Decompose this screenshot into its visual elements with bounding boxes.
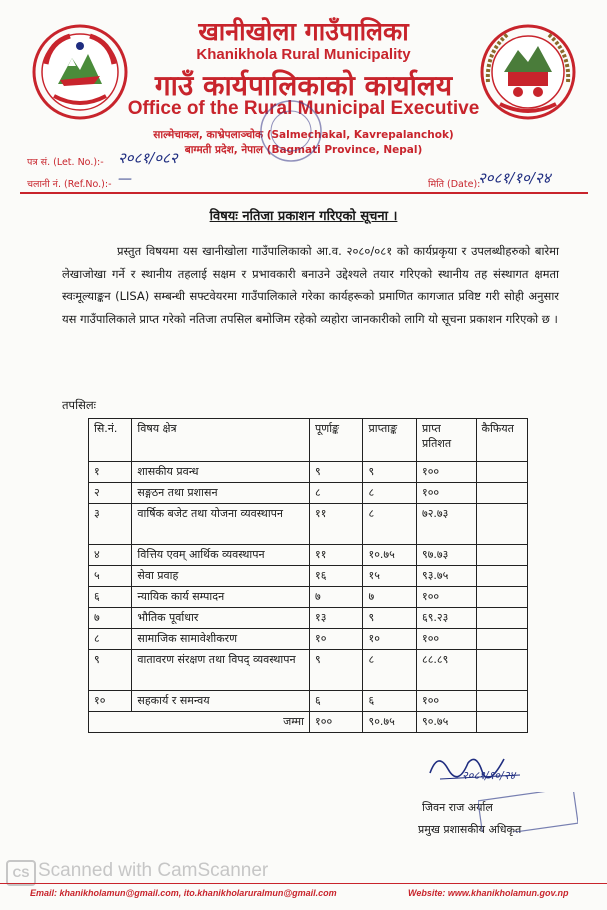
office-stamp xyxy=(258,98,324,164)
table-row: ९ वातावरण संरक्षण तथा विपद् व्यवस्थापन ९ ८ ८८.८९ xyxy=(89,650,528,691)
address-line-1: साल्मेचाकल, काभ्रेपलाञ्चोक (Salmechakal, Kavrepalanchok) xyxy=(153,129,454,141)
col-header-remarks: कैफियत xyxy=(476,419,528,462)
footer-website: Website: www.khanikholamun.gov.np xyxy=(408,888,569,898)
table-row: १ शासकीय प्रवन्ध ९ ९ १०० xyxy=(89,462,528,483)
notice-body: प्रस्तुत विषयमा यस खानीखोला गाउँपालिकाको आ.व. २०८०/०८१ को कार्यप्रकृया र उपलब्धीहरुको बारेमा लेखाजोखा गर्ने र स्थानीय तहलाई सक्षम र प्रभावकारी बनाउने उद्देश्यले तयार गरिएको स्थानीय तह संस्थागत क्षमता स्वःमूल्याङ्कन (LISA) सम्बन्धी सफ्टवेयरमा गाउँपालिकाले गरेका कार्यहरूको प्रमाणित कागजात प्रविष्ट गरी सोही अनुसार यस गाउँपालिकाले प्राप्त गरेको नतिजा तपसिल बमोजिम रहेको व्यहोरा जानकारीको लागि यो सूचना प्रकाशन गरिएको छ । xyxy=(62,244,559,326)
camscanner-logo: CS xyxy=(6,860,36,886)
col-header-subject: विषय क्षेत्र xyxy=(132,419,310,462)
col-header-obtained: प्राप्ताङ्क xyxy=(363,419,416,462)
footer-email: Email: khanikholamun@gmail.com, ito.khanikholaruralmun@gmail.com xyxy=(30,888,337,898)
table-row: ८ सामाजिक सामावेशीकरण १० १० १०० xyxy=(89,629,528,650)
col-header-sn: सि.नं. xyxy=(89,419,132,462)
table-row: ६ न्यायिक कार्य सम्पादन ७ ७ १०० xyxy=(89,587,528,608)
table-row: ५ सेवा प्रवाह १६ १५ ९३.७५ xyxy=(89,566,528,587)
ref-no-value: — xyxy=(118,171,132,187)
letter-no-label: पत्र सं. (Let. No.):- xyxy=(27,157,104,168)
date-label: मिति (Date): xyxy=(428,179,481,190)
signatory-role: प्रमुख प्रशासकीय अधिकृत xyxy=(418,823,522,836)
total-obtained: ९०.७५ xyxy=(363,712,416,733)
table-total-row xyxy=(89,712,528,733)
total-full-marks: १०० xyxy=(310,712,363,733)
municipality-name-np: खानीखोला गाउँपालिका xyxy=(198,17,409,46)
table-header-row xyxy=(89,419,528,462)
total-label: जम्मा xyxy=(89,712,310,733)
signature-stamp xyxy=(478,792,578,832)
col-header-percent: प्राप्त प्रतिशत xyxy=(416,419,476,462)
table-row: २ सङ्गठन तथा प्रशासन ८ ८ १०० xyxy=(89,483,528,504)
signature-date: २०८१/१०/२४ xyxy=(462,769,516,782)
footer-divider xyxy=(0,883,607,884)
office-name-np: गाउँ कार्यपालिकाको कार्यालय xyxy=(154,69,453,102)
letter-no-value: २०८१/०८२ xyxy=(118,149,178,167)
col-header-full-marks: पूर्णाङ्क xyxy=(310,419,363,462)
header-divider xyxy=(20,192,588,194)
table-row: ४ वित्तिय एवम् आर्थिक व्यवस्थापन ११ १०.७५ ९७.७३ xyxy=(89,545,528,566)
table-row: ७ भौतिक पूर्वाधार १३ ९ ६९.२३ xyxy=(89,608,528,629)
address-line-2: बाग्मती प्रदेश, नेपाल (Bagmati Province, Nepal) xyxy=(184,144,423,156)
notice-subject: विषयः नतिजा प्रकाशन गरिएको सूचना । xyxy=(209,209,398,224)
table-row: ३ वार्षिक बजेट तथा योजना व्यवस्थापन ११ ८ ७२.७३ xyxy=(89,504,528,545)
total-percent: ९०.७५ xyxy=(416,712,476,733)
table-row: १० सहकार्य र समन्वय ६ ६ १०० xyxy=(89,691,528,712)
municipality-name-en: Khanikhola Rural Municipality xyxy=(196,46,411,63)
results-table xyxy=(88,418,528,733)
tapasil-label: तपसिलः xyxy=(62,398,96,412)
office-name-en: Office of the Rural Municipal Executive xyxy=(127,98,480,119)
ref-no-label: चलानी नं. (Ref.No.):- xyxy=(27,179,112,190)
date-value: २०८१/१०/२४ xyxy=(478,169,551,187)
scanner-watermark: Scanned with CamScanner xyxy=(38,860,269,881)
signatory-name: जिवन राज अर्याल xyxy=(422,801,493,814)
